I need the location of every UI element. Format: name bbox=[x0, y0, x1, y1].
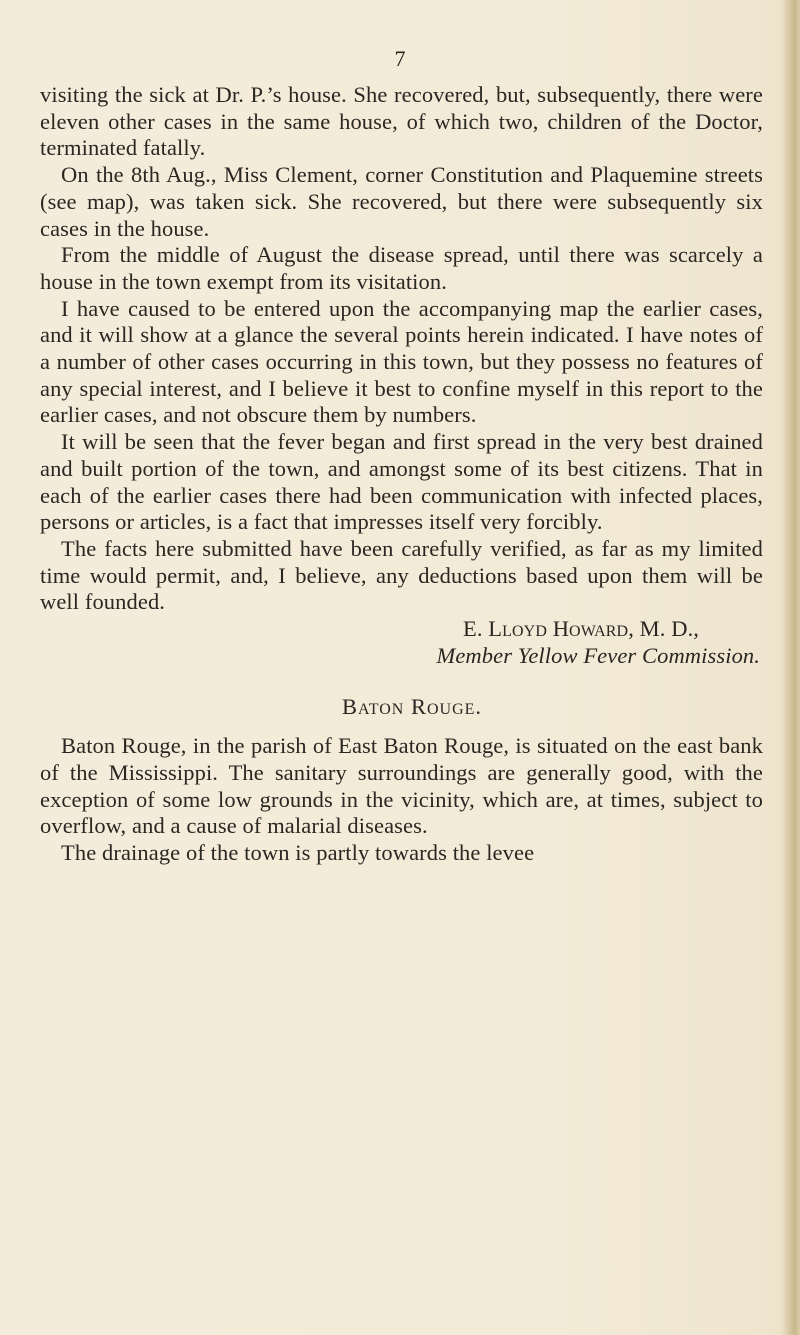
paragraph-facts-verified: The facts here submitted have been carefully verified, as far as my limited time would permit, and, I believe, any deductions based upon them will be well founded. bbox=[40, 535, 763, 615]
page-number: 7 bbox=[394, 46, 406, 71]
paragraph-drainage: The drainage of the town is partly towards the levee bbox=[61, 839, 535, 865]
page-edge bbox=[782, 0, 800, 1335]
paragraph-continuation: visiting the sick at Dr. P.’s house. She recovered, but, subsequently, there were eleven other cases in the same house, of which two, children of the Doctor, terminated fatally. bbox=[40, 82, 763, 161]
paragraph-miss-clement: On the 8th Aug., Miss Clement, corner Constitution and Plaquemine streets (see map), was taken sick. She recovered, but there were subsequently six cases in the house. bbox=[40, 162, 763, 241]
paragraph-fever-began: It will be seen that the fever began and first spread in the very best drained and built portion of the town, and amongst some of its best citizens. That in each of the earlier cases there had been communication with infected places, persons or articles, is a fact that impresses itself very forcibly. bbox=[40, 429, 763, 535]
signature-name: E. Lloyd Howard, M. D., bbox=[463, 616, 700, 642]
paragraph-disease-spread: From the middle of August the disease spread, until there was scarcely a house in the town exempt from its visitation. bbox=[40, 242, 763, 294]
body-text bbox=[40, 82, 763, 867]
section-heading: Baton Rouge. bbox=[341, 694, 483, 720]
signature-role: Member Yellow Fever Commission. bbox=[436, 642, 760, 668]
paragraph-map-cases: I have caused to be entered upon the accompanying map the earlier cases, and it will show at a glance the several points herein indicated. I have notes of a number of other cases occurring in this town, but they possess no features of any special interest, and I believe it best to confine myself in this report to the earlier cases, and not obscure them by numbers. bbox=[40, 295, 763, 428]
paragraph-baton-rouge: Baton Rouge, in the parish of East Baton Rouge, is situated on the east bank of the Mississippi. The sanitary surroundings are generally good, with the exception of some low grounds in the vicinity, which are, at times, subject to overflow, and a cause of malarial diseases. bbox=[40, 733, 763, 839]
